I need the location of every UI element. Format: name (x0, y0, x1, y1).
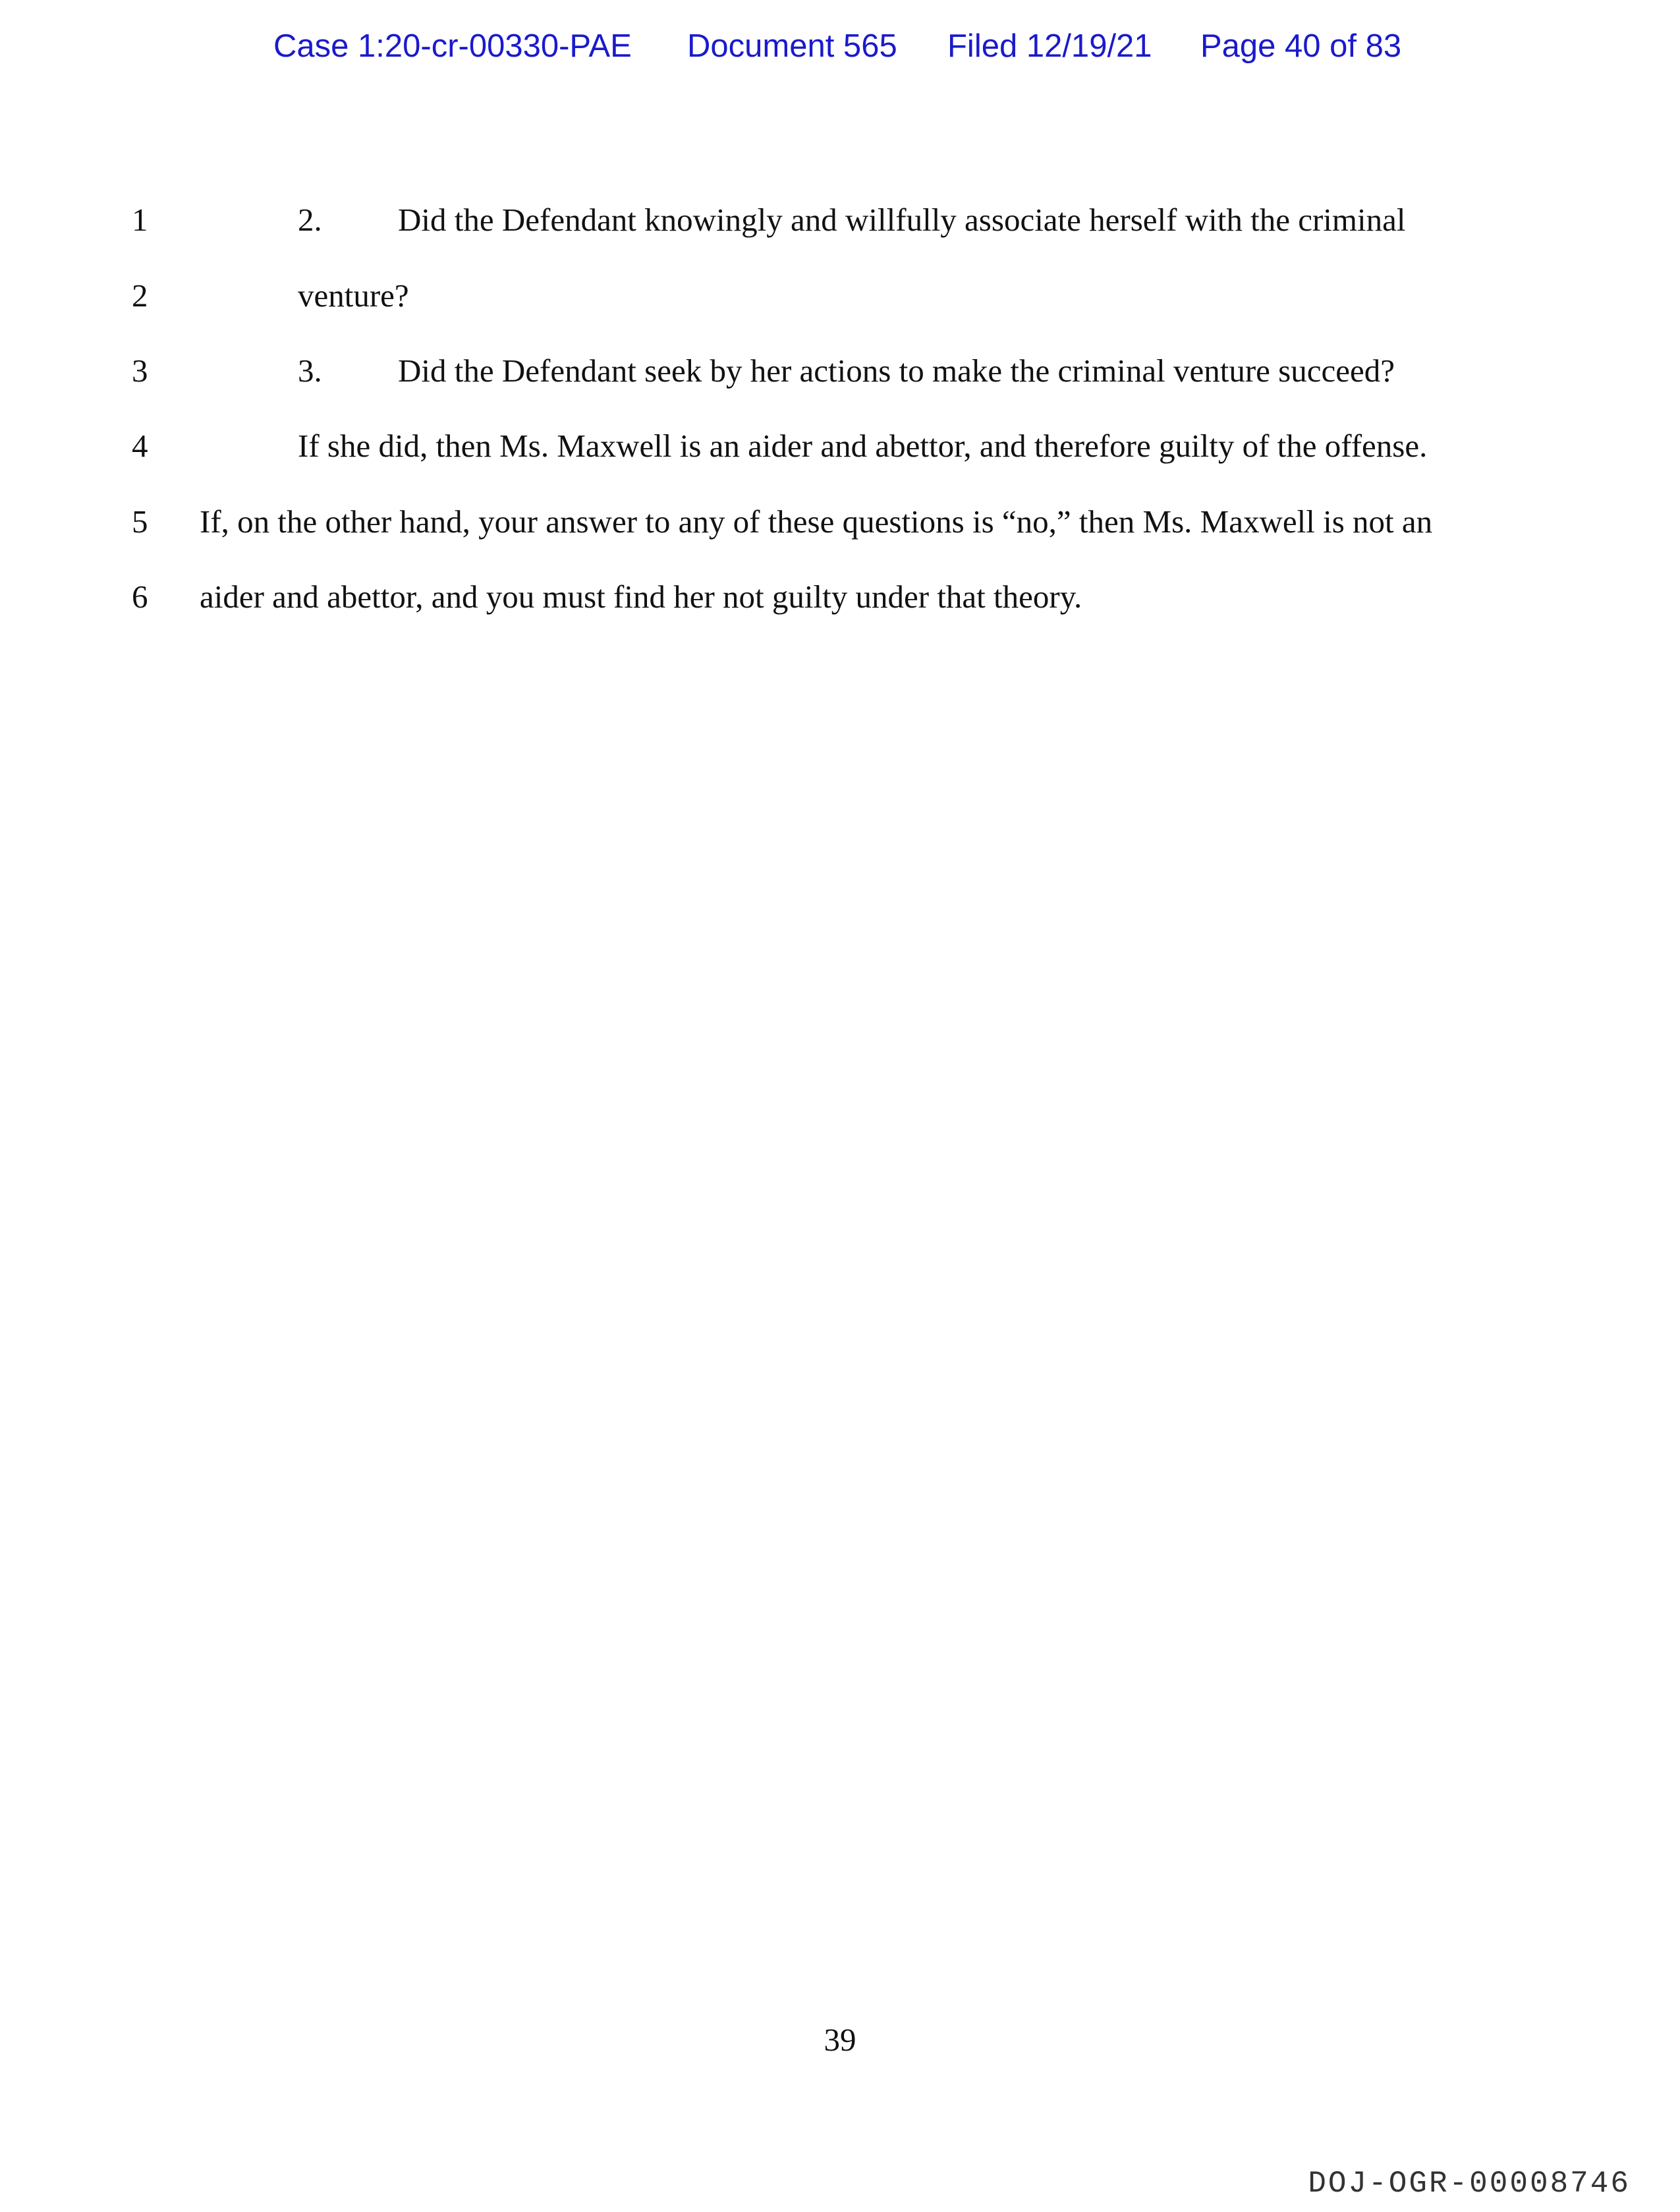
line-text: Did the Defendant knowingly and willfully associate herself with the criminal (398, 202, 1406, 238)
line-number: 3 (132, 353, 148, 389)
pleading-line (0, 352, 1680, 405)
line-text: If she did, then Ms. Maxwell is an aider and abettor, and therefore guilty of the offense. (298, 428, 1428, 464)
filing-header (0, 28, 1680, 74)
line-text: If, on the other hand, your answer to any of these questions is “no,” then Ms. Maxwell is not an (200, 503, 1433, 540)
pleading-line (0, 578, 1680, 631)
document-number: Document 565 (687, 28, 897, 64)
page-number: 39 (824, 2022, 856, 2058)
line-number: 2 (132, 277, 148, 314)
line-text: venture? (298, 277, 409, 314)
bates-number: DOJ-OGR-00008746 (1308, 2167, 1631, 2201)
page-of-total: Page 40 of 83 (1200, 28, 1402, 64)
line-text: Did the Defendant seek by her actions to make the criminal venture succeed? (398, 353, 1395, 389)
line-text: aider and abettor, and you must find her not guilty under that theory. (200, 579, 1082, 615)
line-number: 1 (132, 202, 148, 238)
filed-date: Filed 12/19/21 (947, 28, 1152, 64)
line-number: 4 (132, 428, 148, 464)
case-number: Case 1:20-cr-00330-PAE (273, 28, 632, 64)
pleading-line (0, 427, 1680, 480)
pleading-line (0, 277, 1680, 329)
line-number: 5 (132, 503, 148, 540)
pleading-line (0, 503, 1680, 555)
pleading-line (0, 201, 1680, 254)
list-enumerator: 2. (298, 202, 322, 238)
line-number: 6 (132, 579, 148, 615)
list-enumerator: 3. (298, 353, 322, 389)
